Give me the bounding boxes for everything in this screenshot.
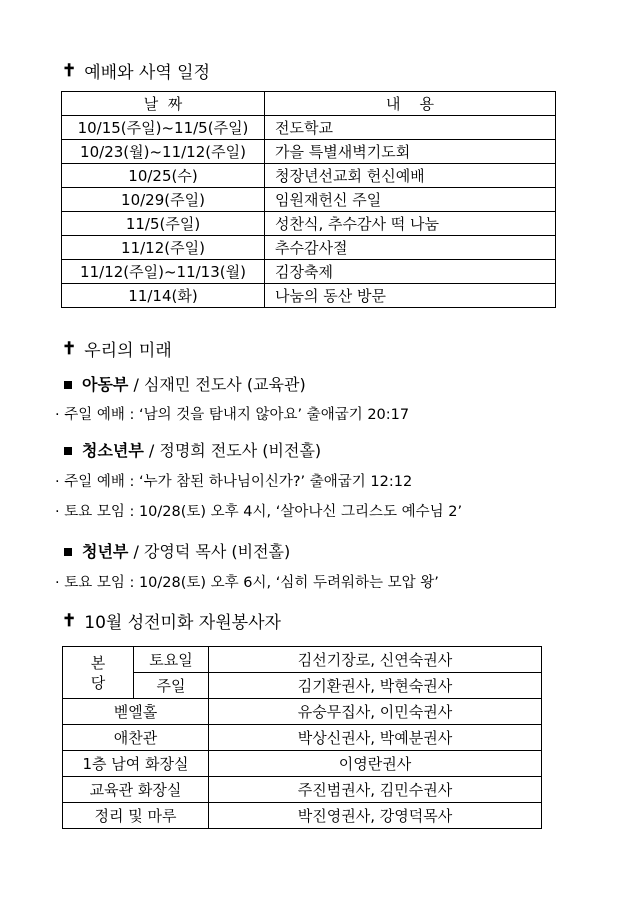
table-row [63, 673, 542, 699]
table-row [63, 647, 542, 673]
table-row [63, 725, 542, 751]
row-names: 김기환권사, 박현숙권사 [209, 673, 542, 699]
main-hall-label: 본 당 [63, 647, 134, 699]
square-bullet-icon [64, 381, 72, 389]
dept-children [62, 372, 306, 395]
table-row [63, 751, 542, 777]
dept-line: · 주일 예배 : ‘누가 참된 하나님이신가?’ 출애굽기 12:12 [55, 474, 413, 490]
volunteer-table [62, 646, 542, 829]
row-names: 박진영권사, 강영덕목사 [209, 803, 542, 829]
schedule-heading [62, 58, 210, 83]
row-place: 주일 [134, 673, 209, 699]
future-heading [62, 336, 172, 361]
row-content: 임원재헌신 주일 [265, 188, 556, 212]
row-names: 박상신권사, 박예분권사 [209, 725, 542, 751]
row-date: 11/12(주일) [62, 236, 265, 260]
dept-leader: / 심재민 전도사 (교육관) [128, 375, 306, 394]
row-date: 10/25(수) [62, 164, 265, 188]
table-row [63, 699, 542, 725]
future-title: 우리의 미래 [84, 341, 172, 361]
dept-name: 청소년부 [82, 441, 144, 460]
cross-icon: ✝ [62, 338, 77, 359]
cross-icon: ✝ [62, 610, 77, 631]
row-date: 11/5(주일) [62, 212, 265, 236]
row-date: 11/12(주일)~11/13(월) [62, 260, 265, 284]
row-place: 애찬관 [63, 725, 209, 751]
square-bullet-icon [64, 548, 72, 556]
header-content: 내 용 [265, 92, 556, 116]
row-place: 교육관 화장실 [63, 777, 209, 803]
table-header-row [62, 92, 556, 116]
table-row [62, 236, 556, 260]
dept-youth [62, 438, 321, 461]
row-date: 10/23(월)~11/12(주일) [62, 140, 265, 164]
row-names: 유숭무집사, 이민숙권사 [209, 699, 542, 725]
table-row [62, 212, 556, 236]
header-date: 날 짜 [62, 92, 265, 116]
volunteer-heading [62, 608, 281, 633]
square-bullet-icon [64, 447, 72, 455]
dept-young-adults [62, 539, 290, 562]
table-row [62, 164, 556, 188]
row-content: 가을 특별새벽기도회 [265, 140, 556, 164]
cross-icon: ✝ [62, 60, 77, 81]
row-content: 추수감사절 [265, 236, 556, 260]
table-row [62, 284, 556, 308]
row-names: 이영란권사 [209, 751, 542, 777]
row-date: 10/29(주일) [62, 188, 265, 212]
row-names: 김선기장로, 신연숙권사 [209, 647, 542, 673]
row-place: 벧엘홀 [63, 699, 209, 725]
schedule-table [61, 91, 556, 308]
row-date: 11/14(화) [62, 284, 265, 308]
row-date: 10/15(주일)~11/5(주일) [62, 116, 265, 140]
table-row [63, 777, 542, 803]
table-row [62, 260, 556, 284]
dept-line: · 토요 모임 : 10/28(토) 오후 4시, ‘살아나신 그리스도 예수님 2’ [55, 504, 463, 520]
row-content: 청장년선교회 헌신예배 [265, 164, 556, 188]
table-row [62, 188, 556, 212]
dept-leader: / 강영덕 목사 (비전홀) [128, 542, 291, 561]
row-content: 성찬식, 추수감사 떡 나눔 [265, 212, 556, 236]
schedule-title: 예배와 사역 일정 [84, 63, 211, 83]
volunteer-title: 10월 성전미화 자원봉사자 [84, 613, 281, 633]
row-place: 정리 및 마루 [63, 803, 209, 829]
table-row [63, 803, 542, 829]
row-content: 김장축제 [265, 260, 556, 284]
row-place: 토요일 [134, 647, 209, 673]
row-content: 나눔의 동산 방문 [265, 284, 556, 308]
row-place: 1층 남여 화장실 [63, 751, 209, 777]
dept-name: 청년부 [82, 542, 129, 561]
dept-line: · 주일 예배 : ‘남의 것을 탐내지 않아요’ 출애굽기 20:17 [55, 407, 410, 423]
table-row [62, 116, 556, 140]
dept-name: 아동부 [82, 375, 129, 394]
row-names: 주진범권사, 김민수권사 [209, 777, 542, 803]
dept-leader: / 정명희 전도사 (비전홀) [143, 441, 322, 460]
table-row [62, 140, 556, 164]
dept-line: · 토요 모임 : 10/28(토) 오후 6시, ‘심히 두려워하는 모압 왕’ [55, 575, 439, 591]
row-content: 전도학교 [265, 116, 556, 140]
